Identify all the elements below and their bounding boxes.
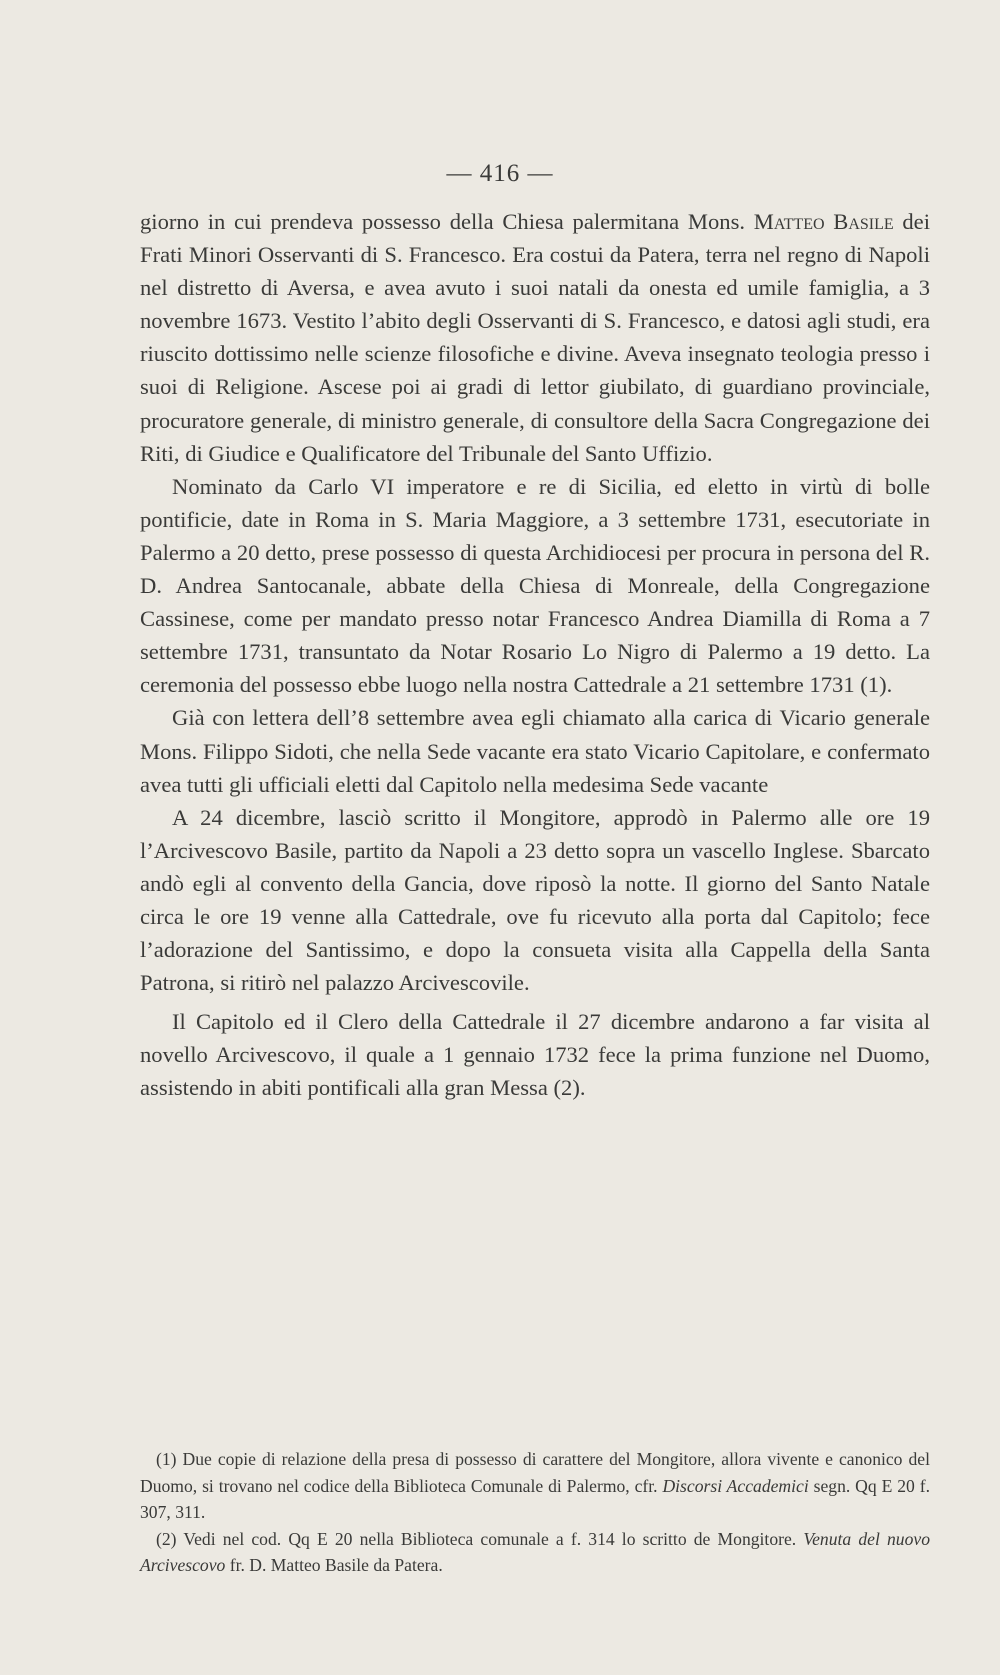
paragraph-4: A 24 dicembre, lasciò scritto il Mongitore, approdò in Palermo alle ore 19 l’Arcivescovo Basile, partito da Napoli a 23 detto sopra un vascello Inglese. Sbarcato andò egli al convento della Gancia, dove riposò la notte. Il giorno del Santo Natale circa le ore 19 venne alla Cattedrale, ove fu ricevuto alla porta dal Capitolo; fece l’adorazione del Santissimo, e dopo la consueta visita alla Cappella della Santa Patrona, si ritirò nel palazzo Arcivescovile. xyxy=(140,804,930,996)
paragraph-2: Nominato da Carlo VI imperatore e re di Sicilia, ed eletto in virtù di bolle pontificie, date in Roma in S. Maria Maggiore, a 3 settembre 1731, esecutoriate in Palermo a 20 detto, prese possesso di questa Archidiocesi per procura in persona del R. D. Andrea Santocanale, abbate della Chiesa di Monreale, della Congregazione Cassinese, come per mandato presso notar Francesco Andrea Diamilla di Roma a 7 settembre 1731, transuntato da Notar Rosario Lo Nigro di Palermo a 19 detto. La ceremonia del possesso ebbe luogo nella nostra Cattedrale a 21 settembre 1731 (1). xyxy=(140,473,930,698)
person-name-matteo-basile: Matteo Basile xyxy=(753,209,894,234)
body-text xyxy=(140,205,930,1105)
footnote-2 xyxy=(140,1526,930,1579)
paragraph-1 xyxy=(140,205,930,470)
footnote-1-text: (1) Due copie di relazione della presa di possesso di carattere del Mongitore, allora vivente e canonico del Duomo, si trovano nel codice della Biblioteca Comunale di Palermo, cfr. xyxy=(140,1449,930,1496)
paragraph-3: Già con lettera dell’8 settembre avea egli chiamato alla carica di Vicario generale Mons. Filippo Sidoti, che nella Sede vacante era stato Vicario Capitolare, e confermato avea tutti gli ufficiali eletti dal Capitolo nella medesima Sede vacante xyxy=(140,705,930,797)
paragraph-1-lead: giorno in cui prendeva possesso della Chiesa palermitana Mons. xyxy=(140,209,746,234)
page-number: — 416 — xyxy=(446,160,554,187)
footnote-1-title: Discorsi Accademici xyxy=(662,1475,809,1496)
paragraph-1-rest: dei Frati Minori Osservanti di S. Francesco. Era costui da Patera, terra nel regno di Napoli nel distretto di Aversa, e avea avuto i suoi natali da onesta ed umile famiglia, a 3 novembre 1673. Vestito l’abito degli Osservanti di S. Francesco, e datosi agli studi, era riuscito dottissimo nelle scienze filosofiche e divine. Aveva insegnato teologia presso i suoi di Religione. Ascese poi ai gradi di lettor giubilato, di guardiano provinciale, procuratore generale, di ministro generale, di consultore della Sacra Congregazione dei Riti, di Giudice e Qualificatore del Tribunale del Santo Uffizio. xyxy=(140,209,930,466)
footnote-2-title: Venuta del nuovo Arcivescovo xyxy=(140,1528,930,1575)
footnotes xyxy=(140,1446,930,1579)
footnote-1 xyxy=(140,1446,930,1526)
footnote-2-text: (2) Vedi nel cod. Qq E 20 nella Biblioteca comunale a f. 314 lo scritto de Mongitore. xyxy=(156,1528,804,1549)
paragraph-5: Il Capitolo ed il Clero della Cattedrale il 27 dicembre andarono a far visita al novello Arcivescovo, il quale a 1 gennaio 1732 fece la prima funzione nel Duomo, assistendo in abiti pontificali alla gran Messa (2). xyxy=(140,1009,930,1101)
footnote-1-tail: segn. Qq E 20 f. 307, 311. xyxy=(140,1475,930,1522)
footnote-2-tail: fr. D. Matteo Basile da Patera. xyxy=(225,1555,443,1575)
